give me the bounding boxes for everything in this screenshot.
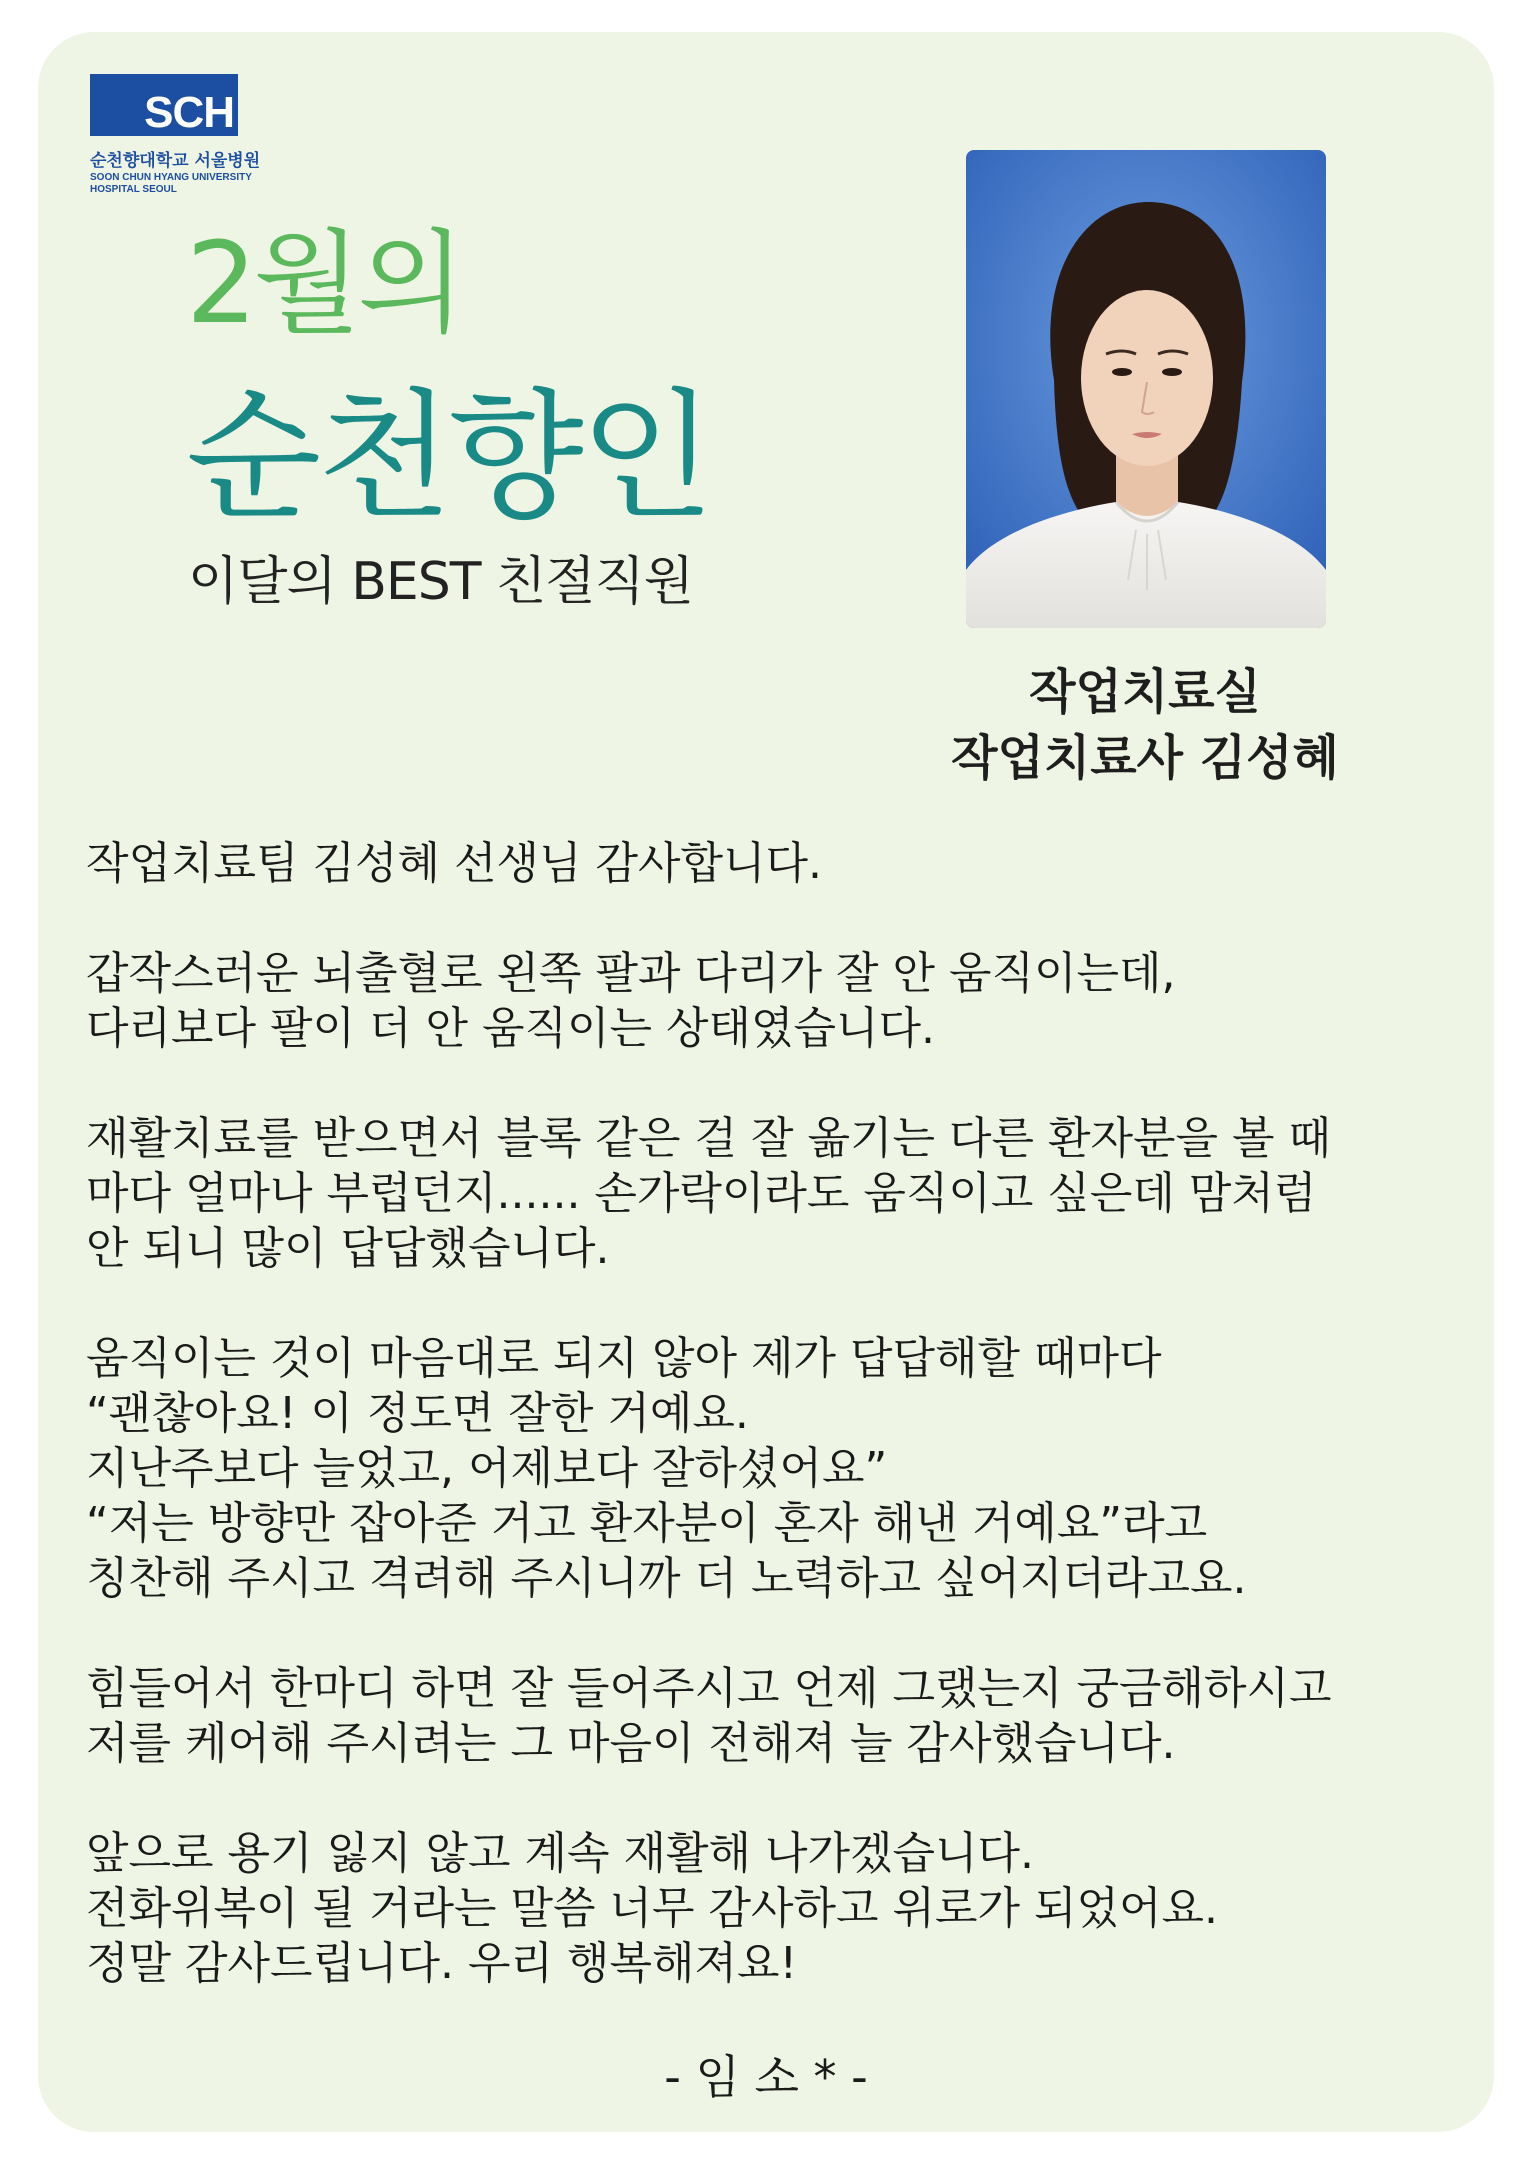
letter-paragraph xyxy=(86,1331,1466,1606)
letter-line: 정말 감사드립니다. 우리 행복해져요! xyxy=(86,1938,798,1989)
hospital-logo xyxy=(90,74,350,204)
letter-line: 칭찬해 주시고 격려해 주시니까 더 노력하고 싶어지더라고요. xyxy=(86,1553,1247,1604)
letter-paragraph xyxy=(86,1111,1466,1276)
letter-line: 지난주보다 늘었고, 어제보다 잘하셨어요” xyxy=(86,1443,888,1494)
logo-mark xyxy=(90,74,238,136)
letter-paragraph xyxy=(86,946,1466,1056)
letter-line: 전화위복이 될 거라는 말씀 너무 감사하고 위로가 되었어요. xyxy=(86,1883,1218,1934)
main-title: 순천향인 xyxy=(186,376,711,539)
letter-line: 안 되니 많이 답답했습니다. xyxy=(86,1223,610,1274)
logo-korean-name: 순천향대학교 서울병원 xyxy=(90,151,261,171)
letter-line: 움직이는 것이 마음대로 되지 않아 제가 답답해할 때마다 xyxy=(86,1333,1162,1384)
logo-mark-text: SCH xyxy=(144,88,234,137)
letter-paragraph xyxy=(86,836,1466,891)
month-title: 2월의 xyxy=(186,219,462,349)
letter-paragraph xyxy=(86,1826,1466,1991)
letter-line: 재활치료를 받으면서 블록 같은 걸 잘 옮기는 다른 환자분을 볼 때 xyxy=(86,1113,1331,1164)
employee-department: 작업치료실 xyxy=(1029,664,1261,720)
letter-signature: - 임 소 * - xyxy=(664,2050,868,2104)
letter-line: “괜찮아요! 이 정도면 잘한 거예요. xyxy=(86,1388,749,1439)
employee-photo xyxy=(966,150,1326,628)
letter-line: 다리보다 팔이 더 안 움직이는 상태였습니다. xyxy=(86,1003,935,1054)
letter-line: 작업치료팀 김성혜 선생님 감사합니다. xyxy=(86,838,823,889)
logo-english-line-2: HOSPITAL SEOUL xyxy=(90,184,177,195)
logo-english-line-1: SOON CHUN HYANG UNIVERSITY xyxy=(90,172,252,183)
thank-you-letter xyxy=(86,836,1466,2046)
letter-line: 힘들어서 한마디 하면 잘 들어주시고 언제 그랬는지 궁금해하시고 xyxy=(86,1663,1332,1714)
portrait-photo xyxy=(966,150,1326,628)
letter-paragraph xyxy=(86,1661,1466,1771)
letter-line: 앞으로 용기 잃지 않고 계속 재활해 나가겠습니다. xyxy=(86,1828,1034,1879)
employee-name: 작업치료사 김성혜 xyxy=(951,730,1339,786)
letter-line: “저는 방향만 잡아준 거고 환자분이 혼자 해낸 거예요”라고 xyxy=(86,1498,1208,1549)
letter-line: 마다 얼마나 부럽던지...... 손가락이라도 움직이고 싶은데 맘처럼 xyxy=(86,1168,1317,1219)
subtitle: 이달의 BEST 친절직원 xyxy=(188,552,693,612)
letter-line: 저를 케어해 주시려는 그 마음이 전해져 늘 감사했습니다. xyxy=(86,1718,1176,1769)
letter-line: 갑작스러운 뇌출혈로 왼쪽 팔과 다리가 잘 안 움직이는데, xyxy=(86,948,1176,999)
